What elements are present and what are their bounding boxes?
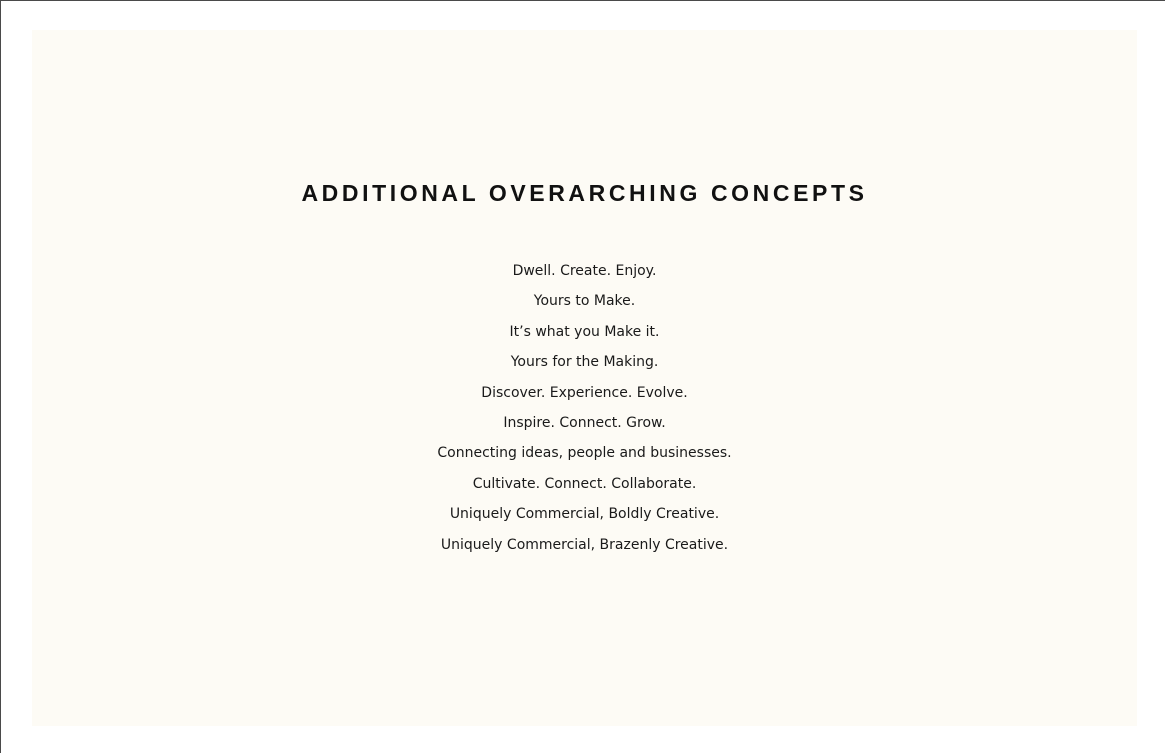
concept-item: Cultivate. Connect. Collaborate.: [472, 475, 697, 492]
concept-item: Uniquely Commercial, Boldly Creative.: [449, 506, 720, 523]
concept-item: It’s what you Make it.: [509, 323, 660, 340]
concept-item: Inspire. Connect. Grow.: [503, 415, 666, 432]
concept-item: Yours to Make.: [533, 293, 636, 310]
content-panel: [32, 30, 1137, 726]
concept-item: Dwell. Create. Enjoy.: [512, 263, 657, 279]
concept-item: Connecting ideas, people and businesses.: [437, 445, 732, 462]
concept-item: Discover. Experience. Evolve.: [481, 384, 688, 401]
concept-item: Yours for the Making.: [510, 354, 659, 371]
section-title: ADDITIONAL OVERARCHING CONCEPTS: [301, 180, 868, 206]
concepts-list: [32, 256, 1137, 560]
concept-item: Uniquely Commercial, Brazenly Creative.: [440, 536, 729, 553]
